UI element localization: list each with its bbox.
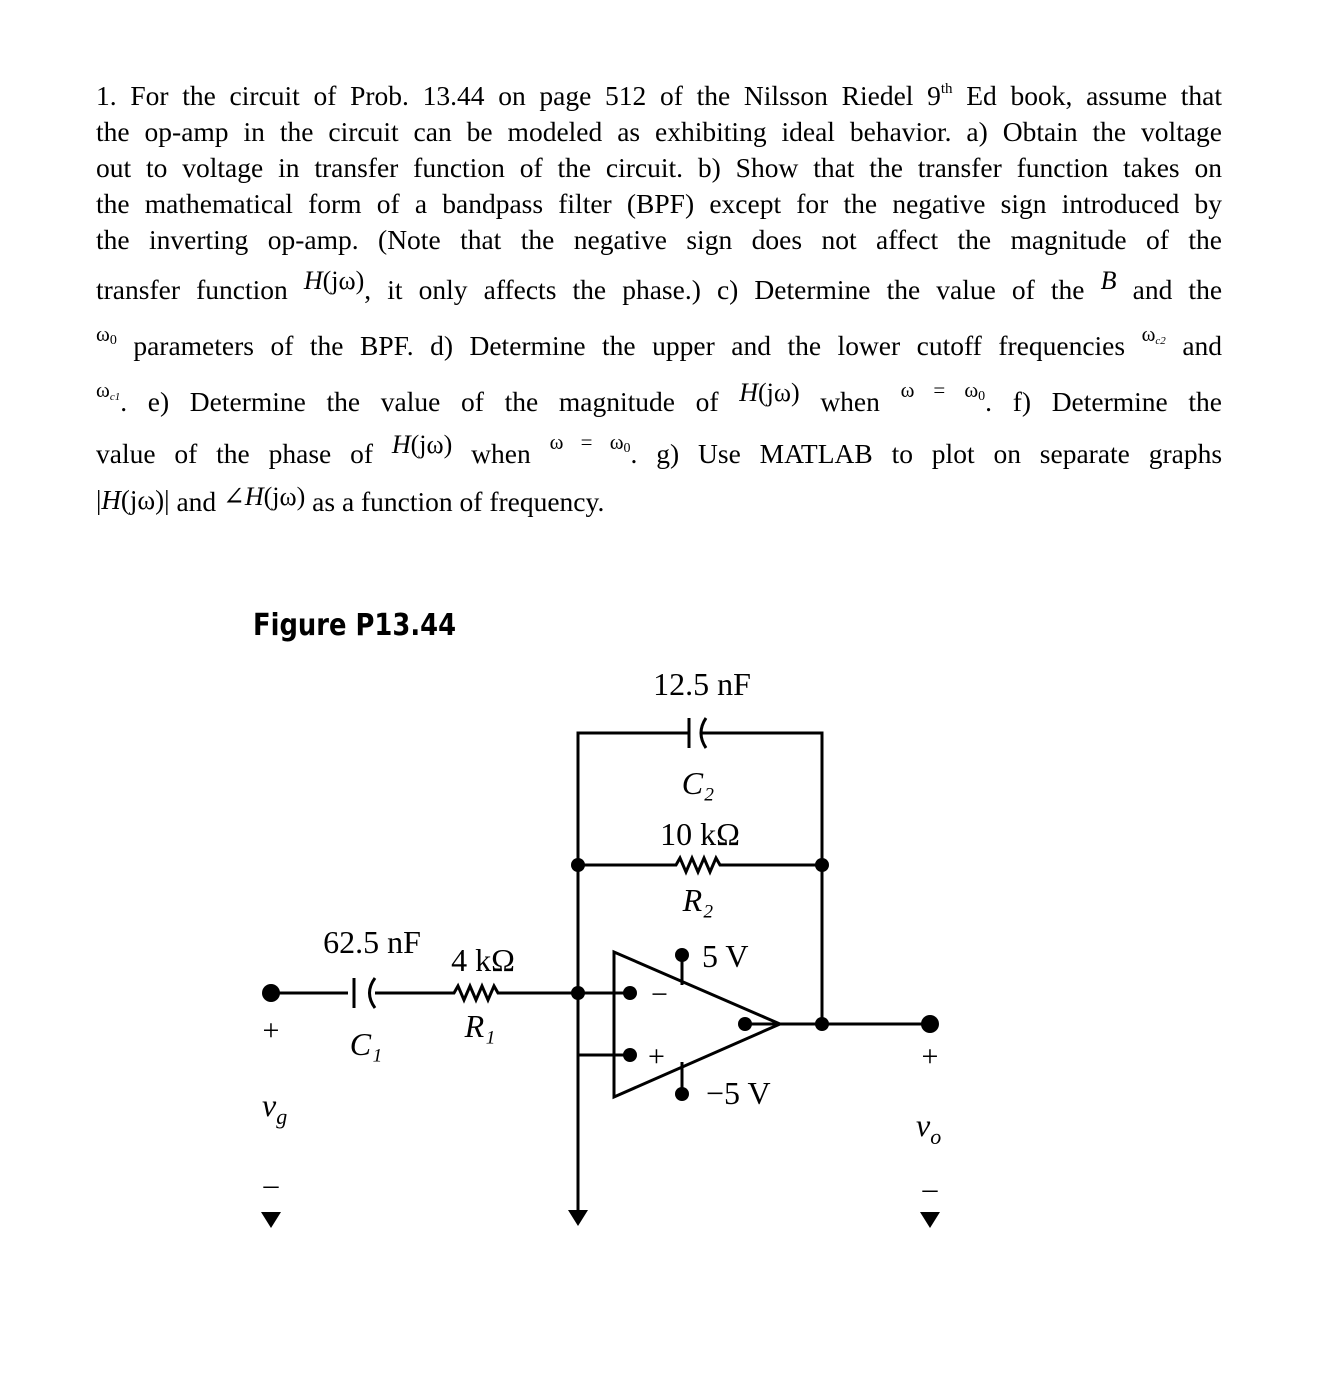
math-H: H (391, 430, 411, 459)
ground-arrow-input (261, 1212, 281, 1228)
problem-line-5: the inverting op-amp. (Note that the negative sign does not affect the magnitude of the (96, 224, 1222, 255)
supply-positive-label: 5 V (702, 938, 749, 974)
omega-eq: ω = ω (549, 430, 624, 454)
circuit-wires (271, 733, 930, 1215)
figure-label: Figure P13.44 (253, 608, 457, 643)
ground-arrow-middle (568, 1210, 588, 1226)
r1-name-label: R₁ (464, 1008, 496, 1044)
text-l10a: and (176, 486, 217, 517)
problem-line-4: the mathematical form of a bandpass filter (BPF) except for the negative sign introduced by (96, 188, 1222, 219)
wire-feedback-left (578, 733, 689, 1215)
vo-subscript: o (930, 1124, 942, 1149)
node-dot (738, 1017, 752, 1031)
text-l9c: . g) Use MATLAB to plot on separate graphs (630, 438, 1223, 469)
problem-line-3: out to voltage in transfer function of the circuit. b) Show that the transfer function takes on (96, 152, 1222, 183)
math-H: H (739, 378, 758, 407)
output-plus-sign: + (921, 1040, 939, 1073)
text-l7b: and (1182, 330, 1223, 361)
output-terminal (921, 1015, 939, 1033)
vg-symbol: v (262, 1087, 277, 1123)
math-H: H (101, 485, 121, 515)
text-l7a: parameters of the BPF. d) Determine the upper and the lower cutoff frequencies (133, 330, 1126, 361)
c1-plate-right (370, 978, 376, 1008)
ground-arrow-output (920, 1212, 940, 1228)
node-dot (571, 858, 585, 872)
output-voltage-label (916, 1107, 941, 1149)
text-l6a: transfer function (96, 274, 288, 305)
math-B: B (1100, 266, 1117, 295)
c2-name-label: C₂ (681, 765, 715, 801)
r2-value-label: 10 kΩ (660, 816, 740, 852)
math-H: H (303, 266, 323, 295)
supply-negative-label: −5 V (706, 1075, 771, 1111)
omega-sub: c2 (1155, 335, 1166, 347)
vo-symbol: v (916, 1107, 931, 1143)
output-minus-sign: – (922, 1172, 938, 1205)
c1-name-label: C₁ (349, 1026, 383, 1062)
text-l9b: when (471, 438, 531, 469)
omega-sub: 0 (109, 333, 117, 348)
math-jw: (jω) (410, 430, 453, 459)
junction-dots (262, 858, 939, 1101)
omega-sub: 0 (978, 389, 986, 404)
node-dot (815, 1017, 829, 1031)
vg-subscript: g (276, 1104, 288, 1129)
text-l6c: and the (1132, 274, 1223, 305)
text-l1a: 1. For the circuit of Prob. 13.44 on page 512 of the Nilsson Riedel 9 (96, 80, 941, 111)
r2-name-label: R₂ (682, 882, 714, 918)
math-bar: | (164, 485, 170, 515)
text-l8b: when (820, 386, 880, 417)
c2-value-label: 12.5 nF (653, 666, 751, 702)
input-voltage-label (262, 1087, 287, 1129)
omega: ω (96, 378, 110, 402)
math-jw: (jω) (757, 378, 800, 407)
omega-sub: c1 (109, 391, 121, 403)
capacitor-c1 (354, 978, 375, 1008)
node-dot (623, 986, 637, 1000)
ground-arrows (261, 1210, 940, 1228)
omega-eq: ω = ω (900, 378, 979, 402)
input-plus-sign: + (262, 1014, 280, 1047)
node-dot (571, 986, 585, 1000)
input-terminal (262, 984, 280, 1002)
op-amp-inverting-sign: − (651, 978, 668, 1011)
node-dot (623, 1048, 637, 1062)
math-jw: (jω) (120, 485, 165, 515)
resistor-r1 (375, 986, 630, 1000)
text-l10b: as a function of frequency. (312, 486, 605, 517)
node-dot (815, 858, 829, 872)
math-jw: (jω) (322, 266, 365, 295)
wire-feedback-right (701, 733, 822, 1024)
resistor-r2 (578, 858, 822, 872)
math-H: H (244, 482, 264, 511)
node-dot (675, 1087, 689, 1101)
omega: ω (96, 322, 110, 346)
op-amp-noninverting-sign: + (648, 1040, 665, 1073)
text-l1b: Ed book, assume that (952, 80, 1222, 111)
text-l9a: value of the phase of (96, 438, 373, 469)
c1-value-label: 62.5 nF (323, 924, 421, 960)
text-l8a: . e) Determine the value of the magnitude of (120, 386, 719, 417)
r1-value-label: 4 kΩ (451, 942, 515, 978)
math-jw: (jω) (263, 482, 306, 511)
omega-sub: 0 (623, 441, 631, 456)
problem-line-2: the op-amp in the circuit can be modeled as exhibiting ideal behavior. a) Obtain the voltage (96, 116, 1222, 147)
text-l6b: , it only affects the phase.) c) Determine the value of the (364, 274, 1085, 305)
math-bar: | (96, 485, 102, 515)
omega: ω (1141, 322, 1156, 346)
ordinal-suffix: th (940, 81, 953, 97)
text-l8c: . f) Determine the (985, 386, 1223, 417)
input-minus-sign: – (263, 1168, 279, 1201)
math-angle: ∠ (223, 482, 245, 511)
node-dot (675, 948, 689, 962)
